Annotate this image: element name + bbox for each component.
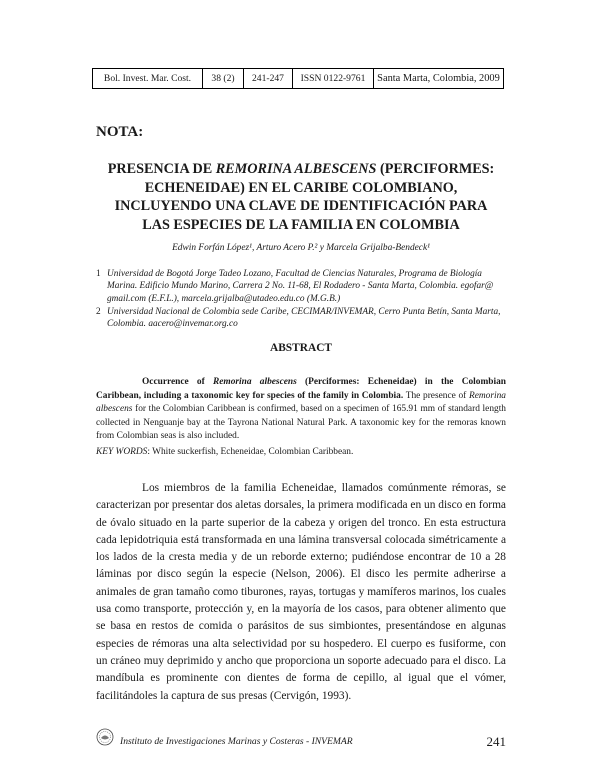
keywords-label: KEY WORDS <box>96 447 148 457</box>
affiliation-text: Universidad de Bogotá Jorge Tadeo Lozano, Facultad de Ciencias Naturales, Programa de Biología Marina. Edificio Mundo Marino, Carrera 2 No. 11-68, El Rodadero - Santa Marta, Colombia. egofar@ gmail.com (E.F.L.), marcela.grijalba@utadeo.edu.co (M.G.B.) <box>107 269 494 304</box>
abstract-body: Occurrence of Remorina albescens (Perciformes: Echeneidae) in the Colombian Caribbean, including a taxonomic key for species of the family in Colombia. The presence of Remorina albescens for the Colombian Caribbean is confirmed, based on a specimen of 165.91 mm of standard length collected in Nenguanje bay at the Tayrona National Natural Park. A taxonomic key for the remoras known from Colombian seas is also included. <box>96 377 506 442</box>
title-line-2: ECHENEIDAE) EN EL CARIBE COLOMBIANO, <box>144 179 458 196</box>
citation-header <box>92 68 504 89</box>
abstract-heading: ABSTRACT <box>269 342 333 354</box>
affiliation-number: 1 <box>96 269 101 279</box>
citation-place-year: Santa Marta, Colombia, 2009 <box>377 73 500 84</box>
citation-volume: 38 (2) <box>203 69 244 88</box>
body-paragraph: Los miembros de la familia Echeneidae, llamados comúnmente rémoras, se caracterizan por presentar dos aletas dorsales, la primera modificada en un disco en forma de óvalo situado en la parte superior de la cabeza y origen del tronco. En esta estructura cada lepidotriquia está transformada en una lámina transversal colocada simétricamente a los lados de la cresta media y de un reborde externo; pudiéndose encontrar de 10 a 28 láminas por disco según la especie (Nelson, 2006). El disco les permite adherirse a animales de gran tamaño como tiburones, rayas, tortugas y mamíferos marinos, los cuales usa como transporte, protección y, en la mayoría de los casos, para obtener alimento que se basa en restos de comida o parásitos de sus simbiontes, presentándose en algunas especies de rémoras una alta selectividad por su hospedero. El cuerpo es fusiforme, con un cráneo muy deprimido y ancho que proporciona un soporte adecuado para el disco. La mandíbula es prominente con dientes de forma de cepillo, al igual que el vómer, facilitándoles la captura de sus presas (Cervigón, 1993). <box>96 482 506 702</box>
affiliation-1 <box>96 268 506 305</box>
title-line-4: LAS ESPECIES DE LA FAMILIA EN COLOMBIA <box>142 216 460 233</box>
section-label: NOTA: <box>96 124 144 140</box>
affiliation-text: Universidad Nacional de Colombia sede Caribe, CECIMAR/INVEMAR, Cerro Punta Betín, Santa Marta, Colombia. aacero@invemar.org.co <box>107 307 501 330</box>
title-line-1: PRESENCIA DE REMORINA ALBESCENS (PERCIFORMES: <box>107 161 495 177</box>
affiliation-number: 2 <box>96 307 101 317</box>
institute-seal-icon <box>96 728 114 746</box>
paper-title <box>96 160 506 234</box>
citation-journal: Bol. Invest. Mar. Cost. <box>93 69 203 88</box>
citation-pages: 241-247 <box>244 69 293 88</box>
author-list: Edwin Forfán López¹, Arturo Acero P.² y Marcela Grijalba-Bendeck¹ <box>172 243 430 253</box>
page-footer <box>96 734 506 750</box>
keywords <box>96 447 353 457</box>
keywords-text: : White suckerfish, Echeneidae, Colombian Caribbean. <box>147 447 354 457</box>
title-line-3: INCLUYENDO UNA CLAVE DE IDENTIFICACIÓN PARA <box>114 198 488 215</box>
institute-name: Instituto de Investigaciones Marinas y Costeras - INVEMAR <box>120 736 353 747</box>
affiliation-2 <box>96 306 506 331</box>
citation-issn: ISSN 0122-9761 <box>293 69 374 88</box>
page-number: 241 <box>486 734 506 749</box>
